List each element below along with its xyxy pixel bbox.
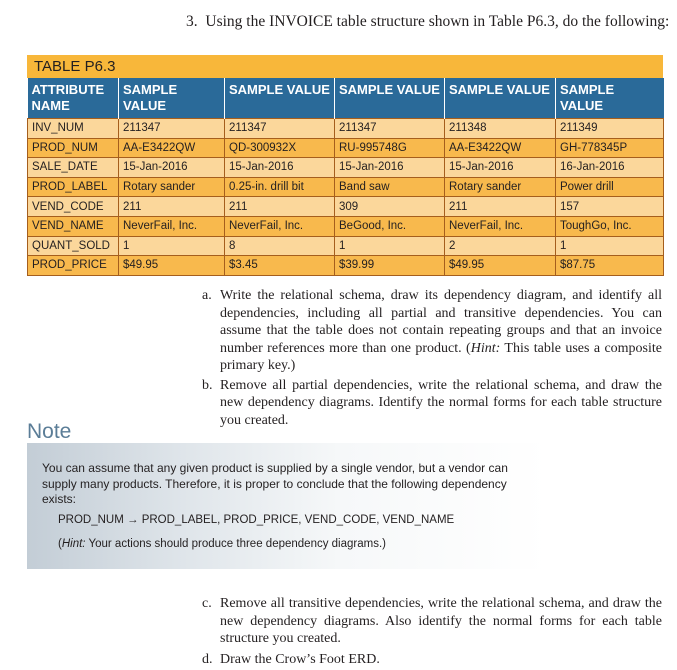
table-cell: 15-Jan-2016 [445, 158, 556, 178]
table-row [28, 256, 664, 276]
table-cell: $3.45 [225, 256, 335, 276]
instruction-a [202, 287, 662, 375]
table-cell: PROD_LABEL [28, 177, 119, 197]
table-cell: 16-Jan-2016 [556, 158, 664, 178]
hint-label: Hint: [470, 340, 501, 356]
table-cell: ToughGo, Inc. [556, 216, 664, 236]
table-cell: Rotary sander [445, 177, 556, 197]
item-text [220, 287, 662, 375]
question-3 [186, 13, 669, 31]
table-cell: QD-300932X [225, 138, 335, 158]
table-cell: 0.25-in. drill bit [225, 177, 335, 197]
table-cell: 1 [556, 236, 664, 256]
table-row [28, 138, 664, 158]
note-hint [58, 538, 386, 550]
table-cell: NeverFail, Inc. [445, 216, 556, 236]
table-cell: GH-778345P [556, 138, 664, 158]
table-cell: $49.95 [445, 256, 556, 276]
table-cell: Power drill [556, 177, 664, 197]
instruction-b [202, 377, 662, 430]
table-cell: AA-E3422QW [119, 138, 225, 158]
table-cell: 211348 [445, 119, 556, 139]
table-cell: SALE_DATE [28, 158, 119, 178]
item-text-main: Write the relational schema, draw its dependency diagram, and identify all dependencies, including all partial and transitive dependencies. You can assume that the table does not contain repeating groups and that an invoice number references more than one product. ( [220, 288, 662, 356]
question-number: 3. [186, 13, 198, 30]
table-cell: PROD_PRICE [28, 256, 119, 276]
table-cell: 15-Jan-2016 [335, 158, 445, 178]
table-cell: 1 [119, 236, 225, 256]
table-cell: NeverFail, Inc. [225, 216, 335, 236]
item-marker: b. [202, 377, 213, 393]
table-cell: INV_NUM [28, 119, 119, 139]
note-body: You can assume that any given product is supplied by a single vendor, but a vendor can supply many products. Therefore, it is proper to conclude that the following dependency exists: [42, 461, 508, 506]
table-caption: TABLE P6.3 [27, 55, 663, 78]
table-row [28, 177, 664, 197]
table-cell: 1 [335, 236, 445, 256]
table-row [28, 158, 664, 178]
table-cell: 157 [556, 197, 664, 217]
table-row [28, 216, 664, 236]
note-hint-open: ( [58, 538, 62, 550]
table-cell: QUANT_SOLD [28, 236, 119, 256]
invoice-table [27, 78, 664, 276]
table-cell: BeGood, Inc. [335, 216, 445, 236]
table-cell: NeverFail, Inc. [119, 216, 225, 236]
table-cell: 211349 [556, 119, 664, 139]
table-cell: 2 [445, 236, 556, 256]
table-cell: AA-E3422QW [445, 138, 556, 158]
table-row [28, 119, 664, 139]
header-sample-value: SAMPLE VALUE [445, 78, 556, 119]
table-cell: 211 [445, 197, 556, 217]
instructions-c-d [202, 595, 662, 668]
table-cell: Band saw [335, 177, 445, 197]
item-marker: c. [202, 596, 212, 611]
table-cell: 15-Jan-2016 [119, 158, 225, 178]
table-cell: VEND_CODE [28, 197, 119, 217]
table-cell: $39.99 [335, 256, 445, 276]
table-cell: 309 [335, 197, 445, 217]
instruction-c [202, 595, 662, 648]
table-cell: Rotary sander [119, 177, 225, 197]
table-cell: 211347 [225, 119, 335, 139]
header-sample-value: SAMPLE VALUE [335, 78, 445, 119]
table-cell: 211347 [119, 119, 225, 139]
header-sample-value: SAMPLE VALUE [119, 78, 225, 119]
table-cell: 211 [225, 197, 335, 217]
item-text-end: This table uses a composite primary key.) [220, 340, 662, 373]
table-cell: $87.75 [556, 256, 664, 276]
note-hint-label: Hint: [61, 538, 86, 550]
item-marker: d. [202, 651, 213, 667]
table-cell: 211347 [335, 119, 445, 139]
table-cell: RU-995748G [335, 138, 445, 158]
item-text: Remove all transitive dependencies, write the relational schema, and draw the new dependency diagrams. Also identify the normal forms for each table structure you created. [220, 596, 662, 646]
item-text: Remove all partial dependencies, write the relational schema, and draw the new dependency diagrams. Identify the normal forms for each table structure you created. [220, 377, 662, 428]
note-hint-text: Your actions should produce three dependency diagrams.) [85, 538, 386, 550]
question-text: Using the INVOICE table structure shown in Table P6.3, do the following: [205, 13, 670, 30]
header-sample-value: SAMPLE VALUE [225, 78, 335, 119]
header-sample-value: SAMPLE VALUE [556, 78, 664, 119]
header-attribute-name: ATTRIBUTE NAME [28, 78, 119, 119]
note-title: Note [27, 420, 72, 443]
item-text: Draw the Crow’s Foot ERD. [220, 651, 380, 667]
table-cell: 8 [225, 236, 335, 256]
table-row [28, 197, 664, 217]
table-cell: PROD_NUM [28, 138, 119, 158]
note-box [27, 443, 547, 569]
table-header-row [28, 78, 664, 119]
table-p6-3 [27, 55, 663, 276]
table-row [28, 236, 664, 256]
instruction-d [202, 651, 662, 669]
table-cell: 211 [119, 197, 225, 217]
table-cell: $49.95 [119, 256, 225, 276]
note-dependency: PROD_NUM → PROD_LABEL, PROD_PRICE, VEND_CODE, VEND_NAME [58, 514, 455, 526]
item-marker: a. [202, 288, 212, 303]
instructions-a-b [202, 287, 662, 429]
table-cell: 15-Jan-2016 [225, 158, 335, 178]
table-cell: VEND_NAME [28, 216, 119, 236]
